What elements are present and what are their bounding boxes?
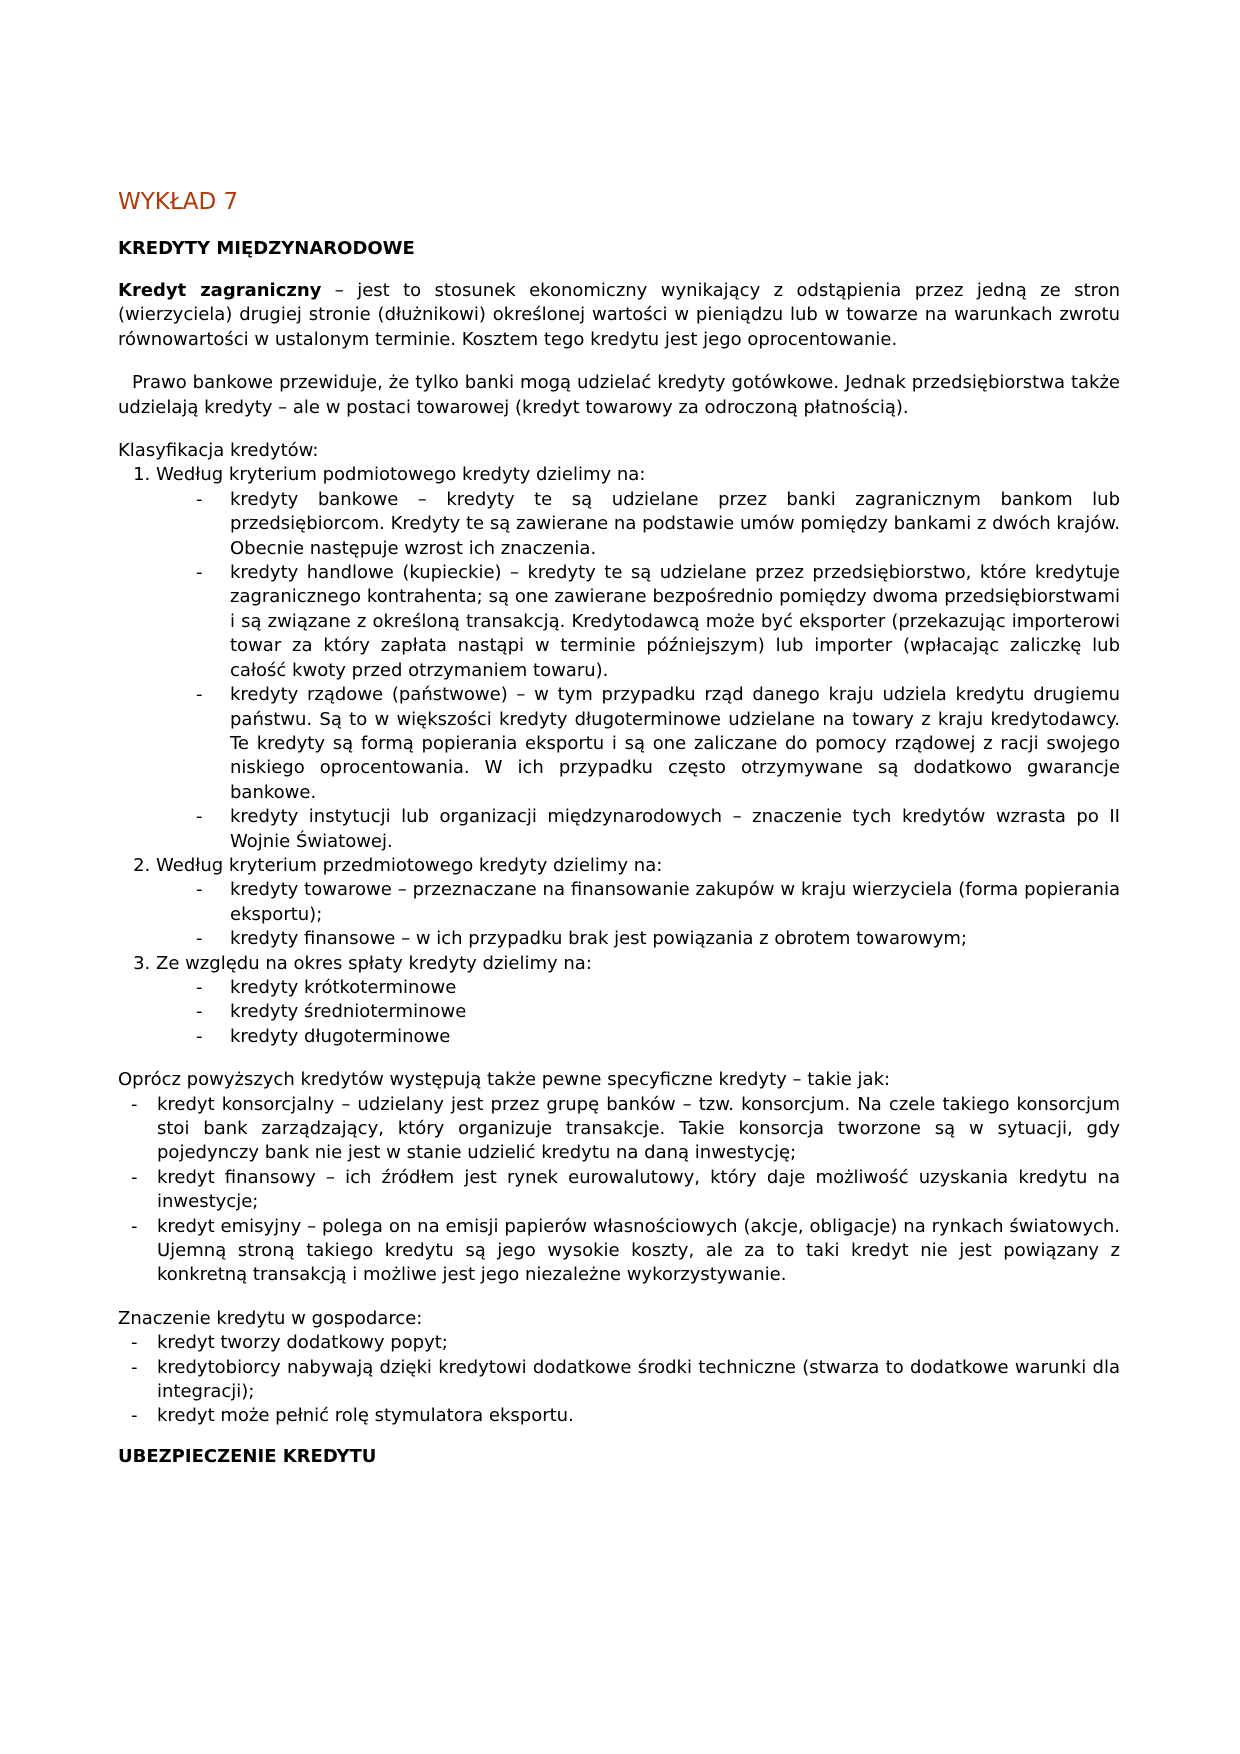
list-item: - kredyt może pełnić rolę stymulatora eksportu.	[157, 1404, 1120, 1428]
specific-credits-label: Oprócz powyższych kredytów występują także pewne specyficzne kredyty – takie jak:	[118, 1069, 891, 1091]
list-item: - kredyty bankowe – kredyty te są udzielane przez banki zagranicznym bankom lub przedsiębiorcom. Kredyty te są zawierane na podstawie umów pomiędzy bankami z dwóch krajów. Obecnie następuje wzrost ich znaczenia.	[230, 488, 1120, 561]
intro-term: Kredyt zagraniczny	[118, 280, 322, 301]
specific-credits-list	[118, 1093, 1120, 1288]
classification-title: Ze względu na okres spłaty kredyty dzielimy na:	[156, 952, 592, 974]
section-heading-credit-insurance: UBEZPIECZENIE KREDYTU	[118, 1445, 377, 1467]
classification-list	[118, 463, 1120, 1049]
list-item: - kredytobiorcy nabywają dzięki kredytowi dodatkowe środki techniczne (stwarza to dodatkowe warunki dla integracji);	[157, 1356, 1120, 1405]
sub-list	[192, 878, 1120, 951]
significance-list	[118, 1331, 1120, 1429]
sub-list	[192, 488, 1120, 854]
list-item: - kredyty długoterminowe	[230, 1025, 1120, 1049]
list-item: - kredyt tworzy dodatkowy popyt;	[157, 1331, 1120, 1355]
list-item: - kredyty krótkoterminowe	[230, 976, 1120, 1000]
list-item: - kredyt emisyjny – polega on na emisji papierów własnościowych (akcje, obligacje) na rynkach światowych. Ujemną stroną takiego kredytu są jego wysokie koszty, ale za to taki kredyt nie jest powiązany z konkretną transakcją i możliwe jest jego niezależne wykorzystywanie.	[157, 1215, 1120, 1288]
classification-title: Według kryterium przedmiotowego kredyty dzielimy na:	[156, 854, 663, 876]
document-page	[118, 188, 1120, 1487]
list-item: - kredyty towarowe – przeznaczane na finansowanie zakupów w kraju wierzyciela (forma popierania eksportu);	[230, 878, 1120, 927]
significance-label: Znaczenie kredytu w gospodarce:	[118, 1307, 423, 1329]
intro-text: – jest to stosunek ekonomiczny wynikający z odstąpienia przez jedną ze stron (wierzyciela) drugiej stronie (dłużnikowi) określonej wartości w pieniądzu lub w towarze na warunkach zwrotu równowartości w ustalonym terminie. Kosztem tego kredytu jest jego oprocentowanie.	[118, 280, 1120, 350]
lecture-title: WYKŁAD 7	[118, 189, 239, 215]
list-item: - kredyty rządowe (państwowe) – w tym przypadku rząd danego kraju udziela kredytu drugiemu państwu. Są to w większości kredyty długoterminowe udzielane na towary z kraju kredytodawcy. Te kredyty są formą popierania eksportu i są one zaliczane do pomocy rządowej z racji swojego niskiego oprocentowania. W ich przypadku często otrzymywane są dodatkowo gwarancje bankowe.	[230, 683, 1120, 805]
list-item: - kredyt finansowy – ich źródłem jest rynek eurowalutowy, który daje możliwość uzyskania kredytu na inwestycje;	[157, 1166, 1120, 1215]
list-item: - kredyty handlowe (kupieckie) – kredyty te są udzielane przez przedsiębiorstwo, które kredytuje zagranicznego kontrahenta; są one zawierane bezpośrednio pomiędzy dwoma przedsiębiorstwami i są związane z określoną transakcją. Kredytodawcą może być eksporter (przekazując importerowi towar za który zapłata nastąpi w terminie późniejszym) lub importer (wpłacając zaliczkę lub całość kwoty przed otrzymaniem towaru).	[230, 561, 1120, 683]
classification-item	[156, 854, 1120, 952]
section-heading-international-credits: KREDYTY MIĘDZYNARODOWE	[118, 238, 415, 259]
classification-item	[156, 463, 1120, 854]
intro-paragraph	[118, 279, 1120, 352]
classification-label: Klasyfikacja kredytów:	[118, 440, 319, 462]
list-item: - kredyty finansowe – w ich przypadku brak jest powiązania z obrotem towarowym;	[230, 927, 1120, 951]
classification-item	[156, 952, 1120, 1050]
classification-title: Według kryterium podmiotowego kredyty dzielimy na:	[156, 464, 646, 486]
banking-law-paragraph: Prawo bankowe przewiduje, że tylko banki mogą udzielać kredyty gotówkowe. Jednak przedsiębiorstwa także udzielają kredyty – ale w postaci towarowej (kredyt towarowy za odroczoną płatnością).	[118, 372, 1120, 418]
list-item: - kredyty średnioterminowe	[230, 1000, 1120, 1024]
list-item: - kredyt konsorcjalny – udzielany jest przez grupę banków – tzw. konsorcjum. Na czele takiego konsorcjum stoi bank zarządzający, który organizuje transakcje. Takie konsorcja tworzone są w sytuacji, gdy pojedynczy bank nie jest w stanie udzielić kredytu na daną inwestycję;	[157, 1093, 1120, 1166]
sub-list	[192, 976, 1120, 1049]
list-item: - kredyty instytucji lub organizacji międzynarodowych – znaczenie tych kredytów wzrasta po II Wojnie Światowej.	[230, 805, 1120, 854]
